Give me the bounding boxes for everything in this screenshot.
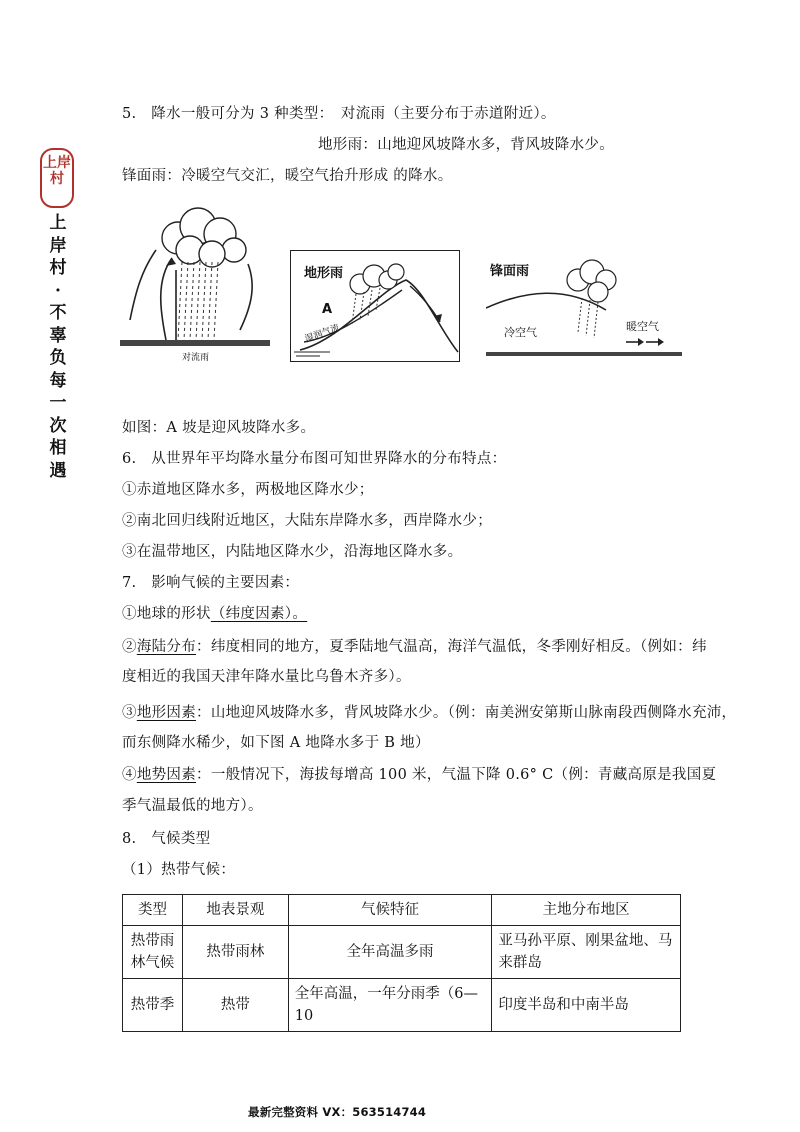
factor-terrain bbox=[122, 703, 736, 723]
orographic-point-a: A bbox=[322, 302, 333, 317]
motto-char: · bbox=[55, 280, 61, 301]
figure-note: 如图：A 坡是迎风坡降水多。 bbox=[122, 420, 316, 436]
item-7: 7. 影响气候的主要因素： bbox=[122, 575, 300, 591]
item-8: 8. 气候类型 bbox=[122, 831, 211, 847]
cell-type bbox=[123, 926, 183, 979]
factor-terrain-desc: ：山地迎风坡降水多，背风坡降水少。（例：南美洲安第斯山脉南段西侧降水充沛， bbox=[196, 705, 737, 721]
factor-terrain-cont: 而东侧降水稀少，如下图 A 地降水多于 B 地） bbox=[122, 735, 430, 751]
factor-elevation-desc: ：一般情况下，海拔每增高 100 米，气温下降 0.6° C（例：青藏高原是我国夏 bbox=[196, 767, 717, 783]
side-motto bbox=[47, 212, 69, 482]
factor-elevation-num: ④ bbox=[122, 767, 137, 783]
cell-feature: 全年高温，一年分雨季（6—10 bbox=[288, 979, 492, 1032]
factor-shape-text: ①地球的形状 bbox=[122, 606, 211, 622]
cell-landscape: 热带 bbox=[182, 979, 288, 1032]
factor-elevation-term: 地势因素 bbox=[136, 767, 197, 783]
motto-char: 上 bbox=[49, 213, 67, 233]
orographic-rain-line: 地形雨：山地迎风坡降水多，背风坡降水少。 bbox=[318, 137, 614, 153]
orographic-title: 地形雨 bbox=[304, 266, 344, 281]
convection-rain-figure bbox=[120, 200, 270, 362]
table-header-row bbox=[123, 895, 681, 926]
motto-char: 每 bbox=[49, 370, 67, 391]
cell-region-line: 亚马孙平原、刚果盆地、马 bbox=[498, 933, 673, 949]
factor-land-sea-cont: 度相近的我国天津年降水量比乌鲁木齐多）。 bbox=[122, 669, 411, 685]
moist-airflow-label: 湿润气流 bbox=[303, 323, 342, 345]
header-landscape: 地表景观 bbox=[182, 895, 288, 926]
cell-landscape: 热带雨林 bbox=[182, 926, 288, 979]
frontal-title: 锋面雨 bbox=[490, 264, 530, 279]
motto-char: 村 bbox=[49, 258, 67, 278]
motto-char: 岸 bbox=[49, 235, 67, 256]
footer-contact: 最新完整资料 VX：563514744 bbox=[248, 1105, 427, 1119]
table-row bbox=[123, 926, 681, 979]
factor-elevation bbox=[122, 765, 716, 785]
header-region: 主地分布地区 bbox=[492, 895, 681, 926]
table-row bbox=[123, 979, 681, 1032]
cell-region bbox=[492, 926, 681, 979]
warm-air-label: 暖空气 bbox=[626, 320, 659, 333]
factor-land-sea bbox=[122, 637, 707, 657]
motto-char: 不 bbox=[49, 303, 67, 323]
factor-shape bbox=[122, 604, 307, 624]
factor-land-sea-term: 海陆分布 bbox=[136, 639, 197, 655]
frontal-rain-line: 锋面雨：冷暖空气交汇，暖空气抬升形成 的降水。 bbox=[122, 168, 453, 184]
cell-type-line: 林气候 bbox=[130, 955, 175, 971]
tropical-climate-heading: （1）热带气候： bbox=[122, 862, 236, 878]
header-feature: 气候特征 bbox=[288, 895, 492, 926]
item-6-point-1: ①赤道地区降水多，两极地区降水少； bbox=[122, 482, 374, 498]
seal-stamp: 上岸村 bbox=[40, 148, 74, 208]
factor-terrain-term: 地形因素 bbox=[136, 705, 197, 721]
item-6-point-2: ②南北回归线附近地区，大陆东岸降水多，西岸降水少； bbox=[122, 513, 492, 529]
cell-type-line: 热带雨 bbox=[130, 933, 175, 949]
factor-shape-underline: （纬度因素）。 bbox=[210, 606, 308, 622]
cell-region: 印度半岛和中南半岛 bbox=[492, 979, 681, 1032]
motto-char: 遇 bbox=[49, 460, 67, 481]
factor-terrain-num: ③ bbox=[122, 705, 137, 721]
cell-feature: 全年高温多雨 bbox=[288, 926, 492, 979]
cell-region-line: 来群岛 bbox=[498, 955, 542, 971]
item-6: 6. 从世界年平均降水量分布图可知世界降水的分布特点： bbox=[122, 451, 507, 467]
convection-label: 对流雨 bbox=[182, 353, 210, 363]
item-6-point-3: ③在温带地区，内陆地区降水少，沿海地区降水多。 bbox=[122, 544, 463, 560]
motto-char: 负 bbox=[49, 348, 67, 368]
item-5: 5. 降水一般可分为 3 种类型： 对流雨（主要分布于赤道附近）。 bbox=[122, 106, 556, 122]
header-type: 类型 bbox=[123, 895, 183, 926]
factor-land-sea-desc: ：纬度相同的地方，夏季陆地气温高，海洋气温低，冬季刚好相反。（例如：纬 bbox=[196, 639, 707, 655]
motto-char: 次 bbox=[49, 415, 67, 436]
factor-elevation-cont: 季气温最低的地方）。 bbox=[122, 798, 263, 814]
factor-land-sea-num: ② bbox=[122, 639, 137, 655]
cold-air-label: 冷空气 bbox=[504, 326, 537, 339]
motto-char: 一 bbox=[49, 393, 67, 413]
cell-type: 热带季 bbox=[123, 979, 183, 1032]
climate-table bbox=[122, 894, 681, 1032]
motto-char: 相 bbox=[49, 438, 67, 458]
frontal-rain-figure bbox=[486, 252, 682, 358]
orographic-rain-figure bbox=[290, 250, 460, 362]
motto-char: 辜 bbox=[49, 325, 67, 346]
